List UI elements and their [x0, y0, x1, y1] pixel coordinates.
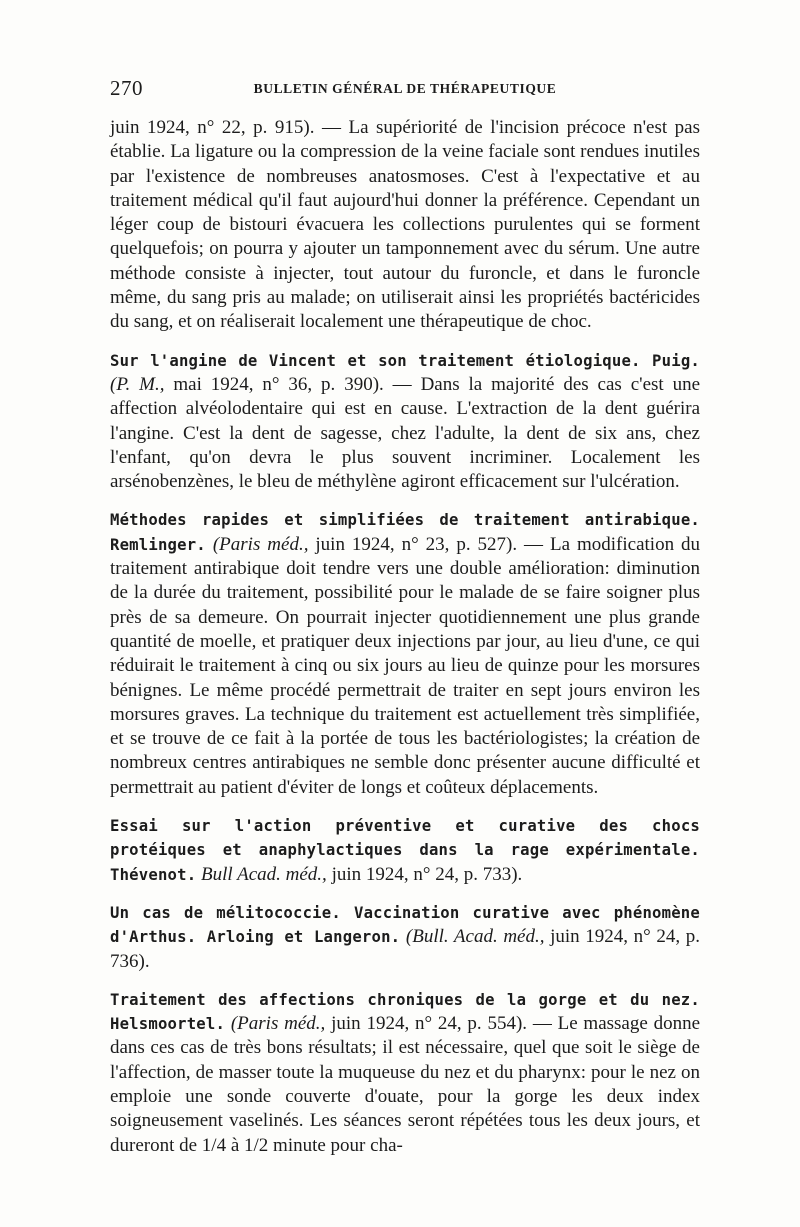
abstract-citation-journal: Bull Acad. méd., [201, 863, 327, 885]
abstract-text: — La modification du traitement antirabique doit tendre vers une double amélioration: diminution de la durée du traitement, possibilité pour le malade de se faire soigner plus près de sa demeure. On pourrait injecter quotidiennement une plus grande quantité de moelle, et pratiquer deux injections par jour, au lieu d'une, ce qui réduirait le traitement à cinq ou six jours au lieu de quinze pour les morsures bénignes. Le même procédé permettrait de traiter en sept jours environ les morsures graves. La technique du traitement est actuellement très simplifiée, et se trouve de ce fait à la portée de tous les bactériologistes; la création de nombreux centres antirabiques ne semble donc présenter aucune difficulté et permettrait au patient d'éviter de longs et coûteux déplacements. [110, 533, 701, 798]
abstract-text: — Dans la majorité des cas c'est une affection alvéolodentaire qui est en cause. L'extraction de la dent guérira l'angine. C'est la dent de sagesse, chez l'adulte, la dent de six ans, chez l'enfant, qu'on devra le plus souvent incriminer. Localement les arsénobenzènes, le bleu de méthylène agiront efficacement sur l'ulcération. [110, 373, 701, 493]
abstract-text: juin 1924, n° 22, p. 915). — La supériorité de l'incision précoce n'est pas établie. La ligature ou la compression de la veine faciale sont rendues inutiles par l'existence de nombreuses anatosmoses. C'est à l'expectative et au traitement médical qu'il faut aujourd'hui donner la préférence. Cependant un léger coup de bistouri évacuera les collections purulentes qui se forment quelquefois; on pourra y ajouter un tamponnement avec du sérum. Une autre méthode consiste à injecter, tout autour du furoncle, et dans le furoncle même, du sang pris au malade; on utiliserait ainsi les propriétés bactéricides du sang, et on réaliserait localement une thérapeutique de choc. [110, 117, 700, 333]
abstract-citation-details: juin 1924, n° 24, p. 733). [326, 863, 523, 885]
abstract-citation-journal: (Paris méd., [230, 1013, 326, 1035]
abstract-citation-journal: (Bull. Acad. méd., [405, 926, 545, 948]
abstract-citation-details: juin 1924, n° 23, p. 527). [308, 533, 518, 555]
abstract-title: Un cas de mélitococcie. Vaccination curative avec phénomène d'Arthus. Arloing et Langeron. [110, 903, 700, 947]
abstract-title: Méthodes rapides et simplifiées de traitement antirabique. Remlinger. [110, 511, 700, 554]
page-number: 270 [110, 76, 143, 100]
abstract-entry-melitococcie [110, 901, 700, 974]
running-head: BULLETIN GÉNÉRAL DE THÉRAPEUTIQUE [253, 81, 557, 96]
abstract-entry-chocs [110, 814, 700, 887]
abstract-title: Essai sur l'action préventive et curative des chocs protéiques et anaphylactiques dans la rage expérimentale. Thévenot. [110, 817, 700, 884]
abstract-citation-details: mai 1924, n° 36, p. 390). [164, 373, 384, 395]
abstract-citation-journal: (P. M., [110, 373, 165, 395]
abstract-entry-antirabique [110, 508, 700, 800]
abstract-citation-journal: (Paris méd., [212, 533, 309, 555]
abstract-title: Traitement des affections chroniques de la gorge et du nez. Helsmoortel. [110, 990, 700, 1034]
abstract-entry-continued [110, 116, 700, 335]
document-body [110, 116, 700, 1158]
abstract-entry-gorge-nez [110, 988, 700, 1158]
abstract-entry-angine [110, 349, 700, 495]
abstract-title: Sur l'angine de Vincent et son traitement étiologique. Puig. [110, 351, 700, 370]
abstract-citation-details: juin 1924, n° 24, p. 554). [325, 1013, 528, 1035]
page-header [110, 76, 700, 102]
abstract-text: — Le massage donne dans ces cas de très bons résultats; il est nécessaire, quel que soit le siège de l'affection, de masser toute la muqueuse du nez et du pharynx: pour le nez on emploie une sonde couverte d'ouate, pour la gorge les deux index soigneusement vaselinés. Les séances seront répétées tous les deux jours, et dureront de 1/4 à 1/2 minute pour cha- [110, 1013, 701, 1156]
abstract-citation-details: juin 1924, n° 24, p. 736). [110, 926, 701, 972]
